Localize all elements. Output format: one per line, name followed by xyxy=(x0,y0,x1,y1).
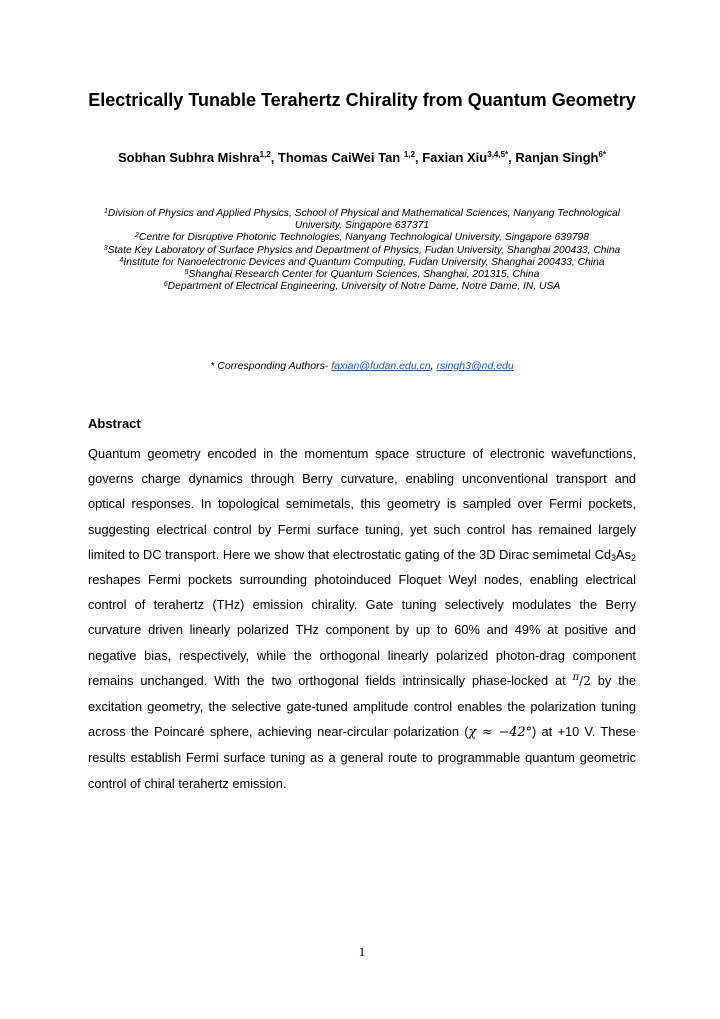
author-affiliation-marker: 1,2 xyxy=(403,150,415,159)
affiliation-item xyxy=(88,232,636,244)
affiliation-number: 1 xyxy=(104,208,108,215)
corresponding-authors xyxy=(88,360,636,373)
abstract-text xyxy=(88,441,636,796)
affiliation-text: State Key Laboratory of Surface Physics and Department of Physics, Fudan University, Shanghai 200433, China xyxy=(107,244,621,256)
affiliation-item xyxy=(88,281,636,293)
author-separator: , xyxy=(270,150,278,165)
affiliation-number: 4 xyxy=(119,256,124,264)
author-affiliation-marker: 6* xyxy=(598,150,607,159)
email-link-faxian[interactable]: faxian@fudan.edu.cn xyxy=(331,360,431,372)
author-separator: , xyxy=(414,150,423,165)
page-number: 1 xyxy=(358,944,366,959)
author-name: Ranjan Singh xyxy=(515,150,599,165)
abstract-part-3: by the excitation geometry, the selective gate-tuned amplitude control enables the polarization tuning across the Poincaré sphere, achieving near-circular polarization ( xyxy=(88,672,636,740)
subscript: 3 xyxy=(611,552,617,563)
affiliation-number: 6 xyxy=(163,281,168,289)
affiliation-number: 5 xyxy=(184,269,189,277)
affiliation-list xyxy=(88,208,636,293)
abstract-part-2: reshapes Fermi pockets surrounding photoinduced Floquet Weyl nodes, enabling electrical control of terahertz (THz) emission chirality. Gate tuning selectively modulates the Berry curvature driven linearly polarized THz component by up to 60% and 49% at positive and negative bias, respectively, while the orthogonal linearly polarized photon-drag component remains unchanged. With the two orthogonal fields intrinsically phase-locked at xyxy=(88,572,636,688)
abstract-part-4: ) at +10 V. These results establish Fermi surface tuning as a general route to programmable quantum geometric control of chiral terahertz emission. xyxy=(88,724,636,791)
affiliation-text: Centre for Disruptive Photonic Technologies, Nanyang Technological University, Singapore 639798 xyxy=(138,232,589,244)
author-affiliation-marker: 1,2 xyxy=(259,150,271,159)
fraction-denominator: 2 xyxy=(583,673,591,688)
affiliation-text: Shanghai Research Center for Quantum Sciences, Shanghai, 201315, China xyxy=(188,269,540,281)
affiliation-number: 3 xyxy=(103,244,108,252)
formula-text: As xyxy=(616,546,631,562)
affiliation-text: Institute for Nanoelectronic Devices and Quantum Computing, Fudan University, Shanghai 200433, China xyxy=(123,256,605,268)
paper-title: Electrically Tunable Terahertz Chirality from Quantum Geometry xyxy=(88,90,636,110)
fraction-numerator: π xyxy=(572,671,580,683)
author-list xyxy=(88,147,636,169)
affiliation-item xyxy=(88,245,636,257)
email-link-rsingh[interactable]: rsingh3@nd.edu xyxy=(436,360,514,372)
subscript: 2 xyxy=(630,552,636,563)
affiliation-text: Division of Physics and Applied Physics, School of Physical and Mathematical Sciences, Nanyang Technological University, Singapore 637371 xyxy=(107,208,620,232)
abstract-heading: Abstract xyxy=(88,416,141,431)
affiliation-item xyxy=(88,269,636,281)
affiliation-text: Department of Electrical Engineering, University of Notre Dame, Notre Dame, IN, USA xyxy=(167,281,561,293)
chi-formula: χ ≈ −42° xyxy=(468,725,532,741)
fraction-slash: / xyxy=(579,673,584,688)
affiliation-item xyxy=(88,257,636,269)
email-separator: , xyxy=(430,360,437,372)
author-name: Thomas CaiWei Tan xyxy=(277,150,404,165)
author-name: Sobhan Subhra Mishra xyxy=(117,150,260,165)
author-name: Faxian Xiu xyxy=(422,150,488,165)
affiliation-item xyxy=(88,208,636,232)
affiliation-number: 2 xyxy=(135,232,139,240)
author-affiliation-marker: 3,4,5* xyxy=(487,150,509,159)
corresponding-label: * Corresponding Authors- xyxy=(210,360,332,372)
author-separator: , xyxy=(508,150,516,165)
abstract-part-1: Quantum geometry encoded in the momentum space structure of electronic wavefunctions, governs charge dynamics through Berry curvature, enabling unconventional transport and optical responses. In topological semimetals, this geometry is sampled over Fermi pockets, suggesting electrical control by Fermi surface tuning, yet such control has remained largely limited to DC transport. Here we show that electrostatic gating of the 3D Dirac semimetal Cd xyxy=(88,446,636,562)
